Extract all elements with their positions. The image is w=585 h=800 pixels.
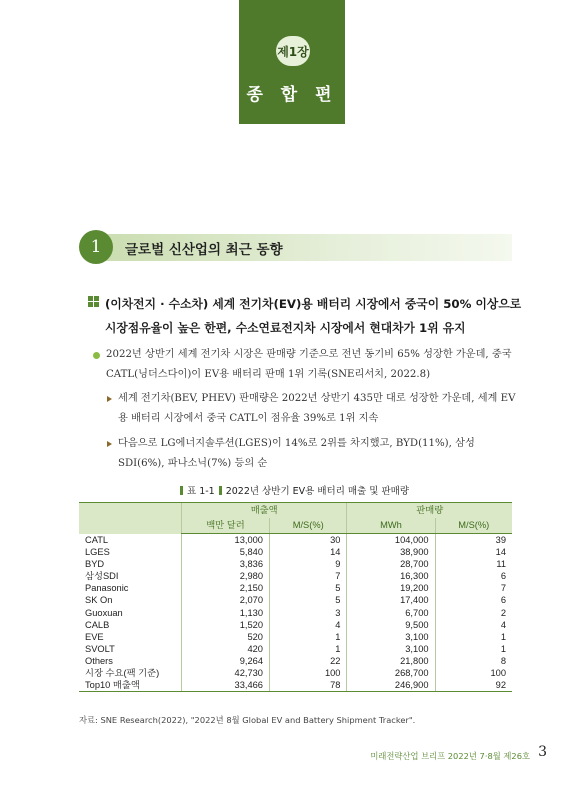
table-row	[79, 546, 512, 558]
sub-header: MWh	[347, 518, 435, 534]
table-cell: 16,300	[347, 570, 435, 582]
row-label: Top10 매출액	[79, 679, 181, 692]
row-label: LGES	[85, 547, 110, 558]
battery-table	[79, 502, 512, 692]
table-cell: 1,520	[181, 619, 269, 631]
section-title: 글로벌 신산업의 최근 동향	[125, 242, 283, 258]
bullet-sub-1: 세계 전기차(BEV, PHEV) 판매량은 2022년 상반기 435만 대로 성장한 가운데, 세계 EV용 배터리 시장에서 중국 CATL이 점유율 39%로 1위 지속	[118, 393, 516, 424]
row-label: SK On	[85, 595, 113, 606]
table-cell: 6,700	[347, 607, 435, 619]
table-cell: 33,466	[181, 679, 269, 692]
table-cell: 9	[269, 558, 346, 570]
sub-header: 백만 달러	[181, 518, 269, 534]
group-header-revenue: 매출액	[181, 503, 347, 519]
table-cell: 5,840	[181, 546, 269, 558]
table-cell: 3,836	[181, 558, 269, 570]
table-row	[79, 667, 512, 679]
table-cell: 5	[269, 582, 346, 594]
table-cell: 14	[269, 546, 346, 558]
row-label: CATL	[85, 534, 109, 545]
table-cell: 14	[435, 546, 512, 558]
table-cell: 92	[435, 679, 512, 692]
table-cell: 28,700	[347, 558, 435, 570]
bullet-main: 2022년 상반기 세계 전기차 시장은 판매량 기준으로 전년 동기비 65% 성장한 가운데, 중국 CATL(닝더스다이)이 EV용 배터리 판매 1위 기록(SNE리서치, 2022.8)	[106, 349, 512, 380]
row-label: Guoxuan	[85, 607, 123, 618]
table-cell: 3,100	[347, 643, 435, 655]
row-label: Panasonic	[85, 583, 129, 594]
row-label: 삼성SDI	[85, 571, 119, 582]
table-row	[79, 679, 512, 692]
row-label: BYD	[85, 559, 105, 570]
table-row	[79, 655, 512, 667]
table-cell: 42,730	[181, 667, 269, 679]
table-cell: 246,900	[347, 679, 435, 692]
table-cell: 38,900	[347, 546, 435, 558]
table-cell: 78	[269, 679, 346, 692]
table-cell: 1,130	[181, 607, 269, 619]
table-cell: 4	[435, 619, 512, 631]
table-cell: 6	[435, 570, 512, 582]
table-cell: 22	[269, 655, 346, 667]
table-cell: 520	[181, 631, 269, 643]
table-header-blank	[79, 503, 181, 534]
table-title-mark	[219, 486, 222, 495]
grid-bullet-icon	[88, 296, 99, 307]
table-body	[79, 534, 512, 692]
table-cell: 19,200	[347, 582, 435, 594]
row-label: CALB	[85, 619, 110, 630]
table-cell: 30	[269, 534, 346, 547]
triangle-bullet-icon	[107, 441, 112, 447]
table-cell: 3	[269, 607, 346, 619]
table-row	[79, 582, 512, 594]
table-cell: 1	[269, 631, 346, 643]
circle-bullet-icon	[93, 352, 100, 359]
table-title-text: 2022년 상반기 EV용 배터리 매출 및 판매량	[225, 486, 409, 497]
table-cell: 6	[435, 594, 512, 606]
footer-publication: 미래전략산업 브리프 2022년 7·8월 제26호	[370, 751, 530, 761]
table-cell: 11	[435, 558, 512, 570]
table-cell: 2	[435, 607, 512, 619]
table-row	[79, 607, 512, 619]
source-note: 자료: SNE Research(2022), "2022년 8월 Global EV and Battery Shipment Tracker".	[79, 715, 416, 725]
section-number: 1	[79, 230, 113, 264]
sub-header: M/S(%)	[269, 518, 346, 534]
bullet-sub-2: 다음으로 LG에너지솔루션(LGES)이 14%로 2위를 차지했고, BYD(11%), 삼성SDI(6%), 파나소닉(7%) 등의 순	[118, 438, 475, 469]
row-label: Others	[85, 655, 113, 666]
row-label: SVOLT	[85, 643, 115, 654]
headline: (이차전지 · 수소차) 세계 전기차(EV)용 배터리 시장에서 중국이 50% 이상으로 시장점유율이 높은 한편, 수소연료전지차 시장에서 현대차가 1위 유지	[105, 297, 522, 335]
table-row	[79, 594, 512, 606]
table-cell: 1	[435, 643, 512, 655]
row-label: EVE	[85, 631, 104, 642]
table-cell: 9,500	[347, 619, 435, 631]
table-cell: 4	[269, 619, 346, 631]
table-cell: 21,800	[347, 655, 435, 667]
table-title	[0, 483, 585, 497]
table-cell: 3,100	[347, 631, 435, 643]
table-cell: 268,700	[347, 667, 435, 679]
table-row	[79, 534, 512, 547]
sub-header: M/S(%)	[435, 518, 512, 534]
table-cell: 2,070	[181, 594, 269, 606]
table-cell: 8	[435, 655, 512, 667]
table-row	[79, 619, 512, 631]
chapter-title: 종 합 편	[246, 85, 338, 105]
row-label: 시장 수요(팩 기준)	[85, 668, 160, 679]
triangle-bullet-icon	[107, 396, 112, 402]
table-cell: 1	[269, 643, 346, 655]
table-cell: 100	[269, 667, 346, 679]
group-header-volume: 판매량	[347, 503, 512, 519]
table-row	[79, 631, 512, 643]
table-cell: 9,264	[181, 655, 269, 667]
table-cell: 5	[269, 594, 346, 606]
table-cell: 39	[435, 534, 512, 547]
table-cell: 1	[435, 631, 512, 643]
table-cell: 13,000	[181, 534, 269, 547]
table-cell: 17,400	[347, 594, 435, 606]
table-row	[79, 643, 512, 655]
table-row	[79, 558, 512, 570]
table-title-mark	[180, 486, 183, 495]
table-cell: 7	[269, 570, 346, 582]
table-cell: 100	[435, 667, 512, 679]
table-cell: 7	[435, 582, 512, 594]
table-title-prefix: 표 1-1	[187, 486, 215, 497]
chapter-badge: 제1장	[276, 36, 310, 66]
table-cell: 420	[181, 643, 269, 655]
table-row	[79, 570, 512, 582]
table-cell: 2,980	[181, 570, 269, 582]
table-cell: 2,150	[181, 582, 269, 594]
table-cell: 104,000	[347, 534, 435, 547]
page-number: 3	[538, 744, 547, 760]
